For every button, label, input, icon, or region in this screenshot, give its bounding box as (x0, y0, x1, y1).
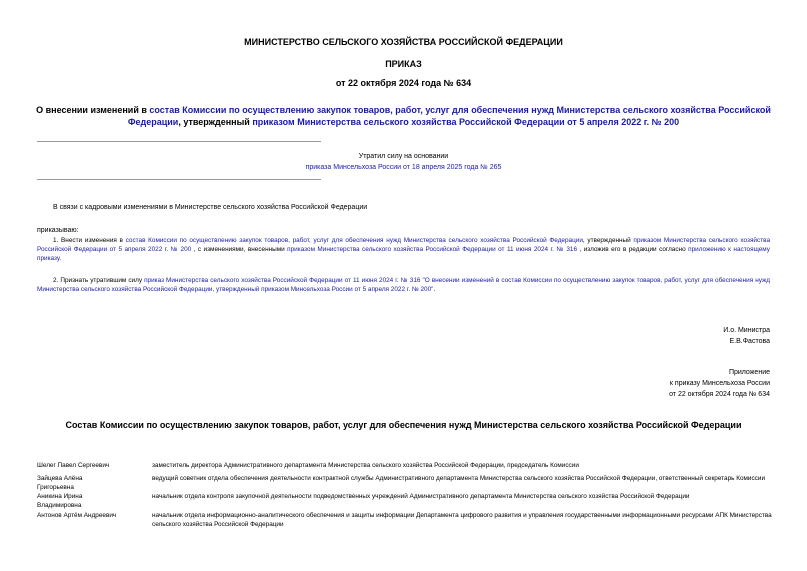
member-role: начальник отдела контроля закупочной деятельности подведомственных учреждений Административного департамента Министерства сельского хозяйства Российской Федерации (152, 493, 690, 500)
member-role: ведущий советник отдела обеспечения деятельности контрактной службы Административного департамента Министерства сельского хозяйства Российской Федерации, ответственный секретарь Комиссии (152, 475, 766, 482)
p1-link-commission[interactable]: состав Комиссии по осуществлению закупок товаров, работ, услуг для обеспечения нужд Министерства сельского хозяйства Российской Федерации (125, 237, 583, 244)
order-word: приказываю: (37, 227, 79, 234)
p2-text-a: 2. Признать утратившим силу (53, 277, 145, 284)
member-role: начальник отдела информационно-аналитического обеспечения и защиты информации Департамента цифрового развития и управления государственными информационными ресурсами АПК Министерства сельского хозяйства Российской Федерации (152, 512, 772, 528)
doc-type: ПРИКАЗ (385, 59, 422, 69)
p2-link-order-316[interactable]: приказ Министерства сельского хозяйства Российской Федерации от 11 июня 2024 г. № 316 "О внесении изменений в состав Комиссии по осуществлению закупок товаров, работ, услуг для обеспечения нужд Министерства сельского хозяйства Российской Федерации, утвержденный приказом Минсельхоза России от 5 апреля 2022 г. № 200" (37, 277, 770, 293)
p1-text-b: , утвержденный (582, 237, 634, 244)
signature-name: Е.В.Фастова (729, 338, 770, 345)
status-line: Утратил силу на основании (358, 153, 449, 160)
member-name: Аникина Ирина Владимировна (37, 493, 83, 509)
title-middle: , утвержденный (178, 117, 253, 127)
p1-text-a: 1. Внести изменения в (53, 237, 126, 244)
ministry-heading: МИНИСТЕРСТВО СЕЛЬСКОГО ХОЗЯЙСТВА РОССИЙСКОЙ ФЕДЕРАЦИИ (244, 37, 563, 47)
intro-paragraph: В связи с кадровыми изменениями в Министерстве сельского хозяйства Российской Федерации (53, 204, 368, 211)
doc-date-number: от 22 октября 2024 года № 634 (335, 78, 472, 88)
title-prefix: О внесении изменений в (36, 105, 150, 115)
appendix-label: Приложение (728, 369, 770, 376)
signature-position: И.о. Министра (723, 327, 770, 334)
p2-text-e: . (433, 286, 436, 293)
appendix-title: Состав Комиссии по осуществлению закупок товаров, работ, услуг для обеспечения нужд Министерства сельского хозяйства Российской Федерации (65, 420, 742, 430)
member-role: заместитель директора Административного департамента Министерства сельского хозяйства Российской Федерации, председатель Комиссии (152, 462, 579, 469)
title-link-commission[interactable]: состав Комиссии по осуществлению закупок товаров, работ, услуг для обеспечения нужд Министерства сельского хозяйства Российской Федерации (127, 105, 771, 127)
member-name: Антонов Артём Андреевич (37, 512, 117, 519)
divider-bottom (37, 179, 321, 180)
paragraph-2 (37, 276, 770, 294)
appendix-date: от 22 октября 2024 года № 634 (669, 391, 770, 398)
p1-text-e: . (59, 255, 62, 262)
p1-text-c: , с изменениями, внесенными (191, 246, 288, 253)
status-link[interactable]: приказа Минсельхоза России от 18 апреля 2025 года № 265 (305, 164, 502, 171)
p1-link-order-316[interactable]: приказом Министерства сельского хозяйства Российской Федерации от 11 июня 2024 г. № 316 (287, 246, 578, 253)
paragraph-1 (37, 236, 770, 263)
title-link-order[interactable]: приказом Министерства сельского хозяйства Российской Федерации от 5 апреля 2022 г. № 200 (252, 117, 680, 127)
divider-top (37, 141, 321, 142)
p1-link-appendix[interactable]: приложению к настоящему приказу (37, 246, 770, 262)
member-name: Зайцева Алёна Григорьевна (37, 475, 83, 491)
p1-link-order-200[interactable]: приказом Министерства сельского хозяйства Российской Федерации от 5 апреля 2022 г. № 200 (37, 237, 771, 253)
appendix-ref: к приказу Минсельхоза России (669, 380, 770, 387)
p1-text-d: , изложив его в редакции согласно (577, 246, 689, 253)
member-name: Шелег Павел Сергеевич (37, 462, 110, 469)
document-title (32, 104, 775, 128)
